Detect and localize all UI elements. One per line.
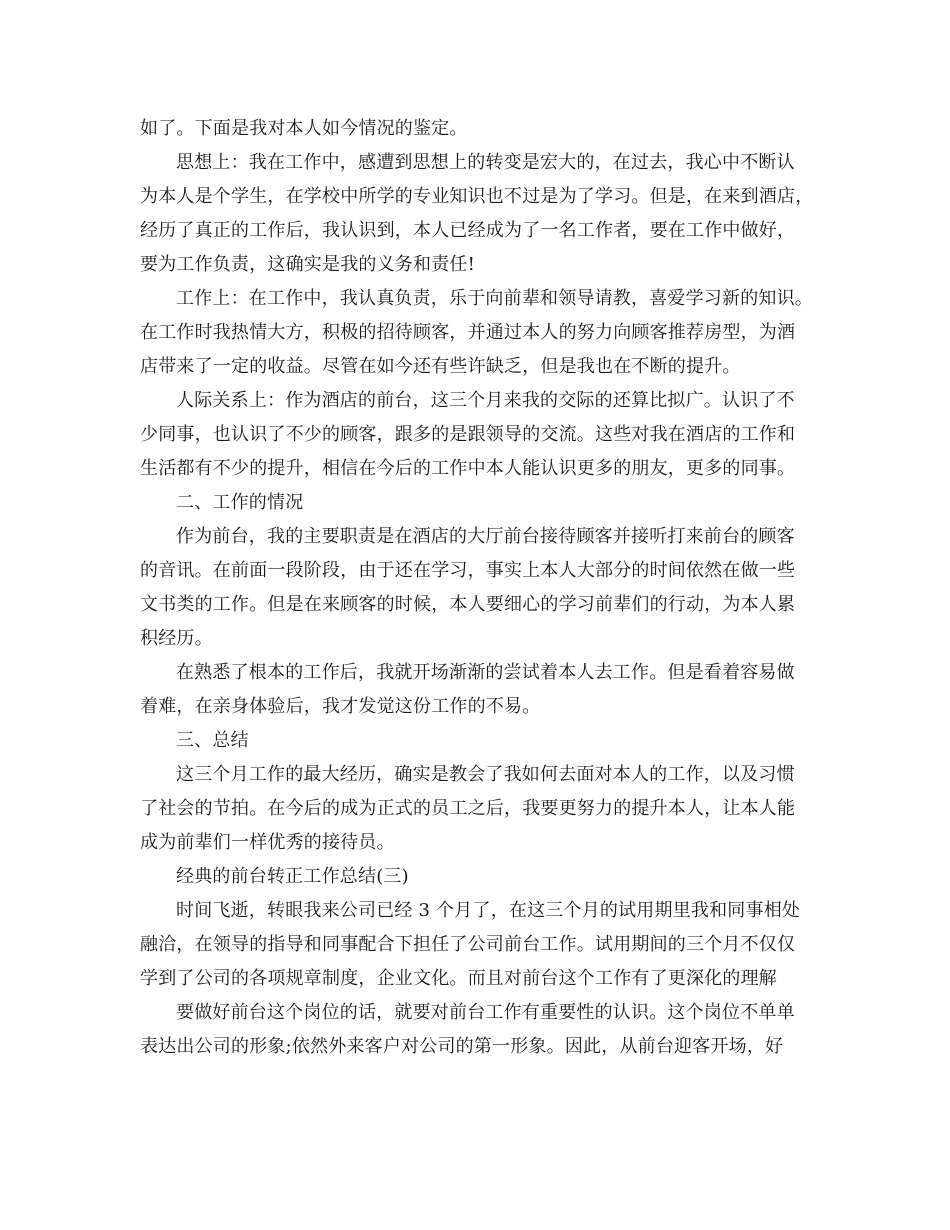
text-line: 时间飞逝，转眼我来公司已经 3 个月了，在这三个月的试用期里我和同事相处: [176, 900, 801, 921]
text-line: 积经历。: [140, 628, 213, 649]
text-line: 如了。下面是我对本人如今情况的鉴定。: [140, 118, 468, 139]
text-line: 了社会的节拍。在今后的成为正式的员工之后，我要更努力的提升本人，让本人能: [140, 798, 796, 819]
text-line: 为本人是个学生，在学校中所学的专业知识也不过是为了学习。但是，在来到酒店，: [140, 186, 814, 207]
text-line: 学到了公司的各项规章制度，企业文化。而且对前台这个工作有了更深化的理解: [140, 968, 777, 989]
text-line: 在工作时我热情大方，积极的招待顾客，并通过本人的努力向顾客推荐房型，为酒: [140, 322, 796, 343]
text-line: 成为前辈们一样优秀的接待员。: [140, 832, 395, 853]
text-line: 在熟悉了根本的工作后，我就开场渐渐的尝试着本人去工作。但是看着容易做: [176, 662, 795, 683]
text-line: 工作上：在工作中，我认真负责，乐于向前辈和领导请教，喜爱学习新的知识。: [176, 288, 813, 309]
text-line: 要做好前台这个岗位的话，就要对前台工作有重要性的认识。这个岗位不单单: [176, 1002, 795, 1023]
text-line: 这三个月工作的最大经历，确实是教会了我如何去面对本人的工作，以及习惯: [176, 764, 795, 785]
text-line: 着难，在亲身体验后，我才发觉这份工作的不易。: [140, 696, 541, 717]
text-line: 人际关系上：作为酒店的前台，这三个月来我的交际的还算比拟广。认识了不: [176, 390, 795, 411]
text-line: 要为工作负责，这确实是我的义务和责任!: [140, 254, 476, 275]
text-line: 少同事，也认识了不少的顾客，跟多的是跟领导的交流。这些对我在酒店的工作和: [140, 424, 796, 445]
text-line: 作为前台，我的主要职责是在酒店的大厅前台接待顾客并接听打来前台的顾客: [176, 526, 795, 547]
text-line: 生活都有不少的提升，相信在今后的工作中本人能认识更多的朋友，更多的同事。: [140, 458, 796, 479]
text-line: 表达出公司的形象;依然外来客户对公司的第一形象。因此，从前台迎客开场，好: [140, 1036, 784, 1057]
section-heading: 三、总结: [176, 730, 249, 751]
text-line: 店带来了一定的收益。尽管在如今还有些许缺乏，但是我也在不断的提升。: [140, 356, 741, 377]
section-heading: 经典的前台转正工作总结(三): [176, 866, 409, 887]
text-line: 经历了真正的工作后，我认识到，本人已经成为了一名工作者，要在工作中做好，: [140, 220, 796, 241]
text-line: 文书类的工作。但是在来顾客的时候，本人要细心的学习前辈们的行动，为本人累: [140, 594, 796, 615]
text-line: 的音讯。在前面一段阶段，由于还在学习，事实上本人大部分的时间依然在做一些: [140, 560, 796, 581]
text-line: 融洽，在领导的指导和同事配合下担任了公司前台工作。试用期间的三个月不仅仅: [140, 934, 796, 955]
text-line: 思想上：我在工作中，感遭到思想上的转变是宏大的，在过去，我心中不断认: [176, 152, 795, 173]
section-heading: 二、工作的情况: [176, 492, 304, 513]
